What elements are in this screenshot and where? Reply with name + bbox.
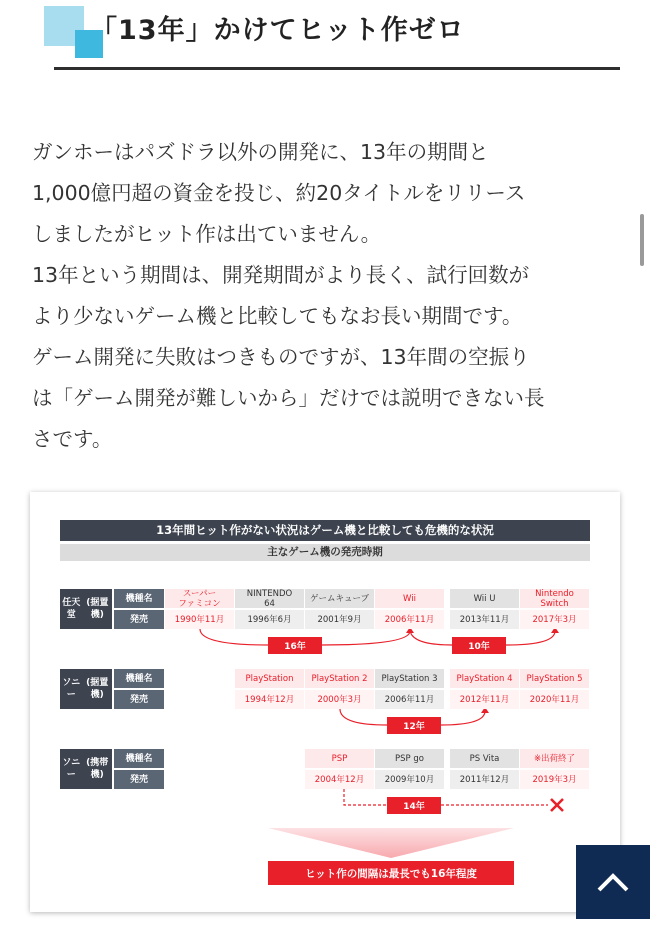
gap-duration-label: 10年 (452, 637, 506, 654)
article-paragraph (32, 132, 627, 460)
gap-duration-label: 12年 (387, 717, 441, 734)
release-date-cell (235, 770, 304, 789)
console-name-cell: PSP (305, 749, 374, 768)
release-date-cell: 2001年9月 (305, 610, 374, 629)
generation-header (450, 570, 520, 587)
paragraph-line: 13年という期間は、開発期間がより長く、試行回数が (32, 263, 530, 287)
gap-connector (410, 629, 452, 645)
category-label: (携帯機) (86, 758, 109, 780)
release-date-cell: 2006年11月 (375, 610, 444, 629)
generation-header (235, 570, 305, 587)
release-date-cell: 2013年11月 (450, 610, 519, 629)
console-name-cell: NINTENDO 64 (235, 589, 304, 608)
figure-title: 13年間ヒット作がない状況はゲーム機と比較しても危機的な状況 (60, 520, 590, 541)
row-label-name: 機種名 (114, 589, 164, 608)
release-date-cell: 2011年12月 (450, 770, 519, 789)
release-date-cell: 2000年3月 (305, 690, 374, 709)
gap-duration-label: 14年 (387, 797, 441, 814)
paragraph-line: さです。 (32, 427, 113, 451)
gap-connector (344, 789, 387, 805)
gap-connector (441, 711, 485, 725)
console-name-cell: ゲームキューブ (305, 589, 374, 608)
section-heading (0, 0, 650, 75)
gap-connector (340, 709, 387, 725)
release-date-cell: 1990年11月 (165, 610, 234, 629)
paragraph-line: しましたがヒット作は出ていません。 (32, 222, 382, 246)
release-date-cell: 2019年3月 (520, 770, 589, 789)
release-date-cell: 2017年3月 (520, 610, 589, 629)
console-name-cell: スーパー ファミコン (165, 589, 234, 608)
row-label-release: 発売 (114, 690, 164, 709)
console-name-cell: PlayStation 4 (450, 669, 519, 688)
console-name-cell: Nintendo Switch (520, 589, 589, 608)
category-label: (据置機) (86, 678, 109, 700)
console-name-cell (165, 669, 234, 688)
paragraph-line: ガンホーはパズドラ以外の開発に、13年の期間と (32, 140, 489, 164)
release-date-cell: 1994年12月 (235, 690, 304, 709)
back-to-top-button[interactable] (576, 845, 650, 919)
release-date-cell: 2009年10月 (375, 770, 444, 789)
release-date-cell (165, 690, 234, 709)
scrollbar-thumb[interactable] (640, 214, 644, 266)
release-date-cell: 2012年11月 (450, 690, 519, 709)
gap-connector (200, 629, 268, 645)
row-label-release: 発売 (114, 610, 164, 629)
generation-header (165, 570, 235, 587)
console-name-cell: PSP go (375, 749, 444, 768)
console-name-cell: PlayStation 5 (520, 669, 589, 688)
heading-underline (54, 67, 620, 70)
generation-header (375, 570, 445, 587)
figure-subtitle: 主なゲーム機の発売時期 (60, 544, 590, 561)
gap-duration-label: 16年 (268, 637, 322, 654)
release-date-cell: 1996年6月 (235, 610, 304, 629)
row-label-name: 機種名 (114, 669, 164, 688)
release-date-cell: 2020年11月 (520, 690, 589, 709)
gap-connector (506, 631, 555, 645)
category-label: ソニー (62, 758, 81, 780)
console-name-cell (235, 749, 304, 768)
generation-header (305, 570, 375, 587)
category-label: 任天堂 (62, 598, 81, 620)
paragraph-line: より少ないゲーム機と比較してもなお長い期間です。 (32, 304, 523, 328)
console-name-cell: PlayStation 3 (375, 669, 444, 688)
console-timeline-figure (30, 492, 620, 912)
platform-category (60, 669, 112, 709)
chevron-up-icon (596, 871, 630, 893)
row-label-name: 機種名 (114, 749, 164, 768)
platform-category (60, 589, 112, 629)
row-label-release: 発売 (114, 770, 164, 789)
release-date-cell: 2006年11月 (375, 690, 444, 709)
release-date-cell (165, 770, 234, 789)
console-name-cell: Wii (375, 589, 444, 608)
console-name-cell: ※出荷終了 (520, 749, 589, 768)
paragraph-line: ゲーム開発に失敗はつきものですが、13年間の空振り (32, 345, 530, 369)
gap-connector (322, 631, 410, 645)
section-title: 「13年」かけてヒット作ゼロ (90, 15, 465, 46)
generation-header (520, 570, 590, 587)
console-name-cell: PlayStation (235, 669, 304, 688)
console-name-cell (165, 749, 234, 768)
console-name-cell: PlayStation 2 (305, 669, 374, 688)
paragraph-line: は「ゲーム開発が難しいから」だけでは説明できない長 (32, 386, 545, 410)
down-arrow-shape (268, 828, 514, 858)
paragraph-line: 1,000億円超の資金を投じ、約20タイトルをリリース (32, 181, 526, 205)
category-label: (据置機) (86, 598, 109, 620)
console-name-cell: PS Vita (450, 749, 519, 768)
category-label: ソニー (62, 678, 81, 700)
conclusion-banner: ヒット作の間隔は最長でも16年程度 (268, 861, 514, 885)
console-name-cell: Wii U (450, 589, 519, 608)
platform-category (60, 749, 112, 789)
release-date-cell: 2004年12月 (305, 770, 374, 789)
